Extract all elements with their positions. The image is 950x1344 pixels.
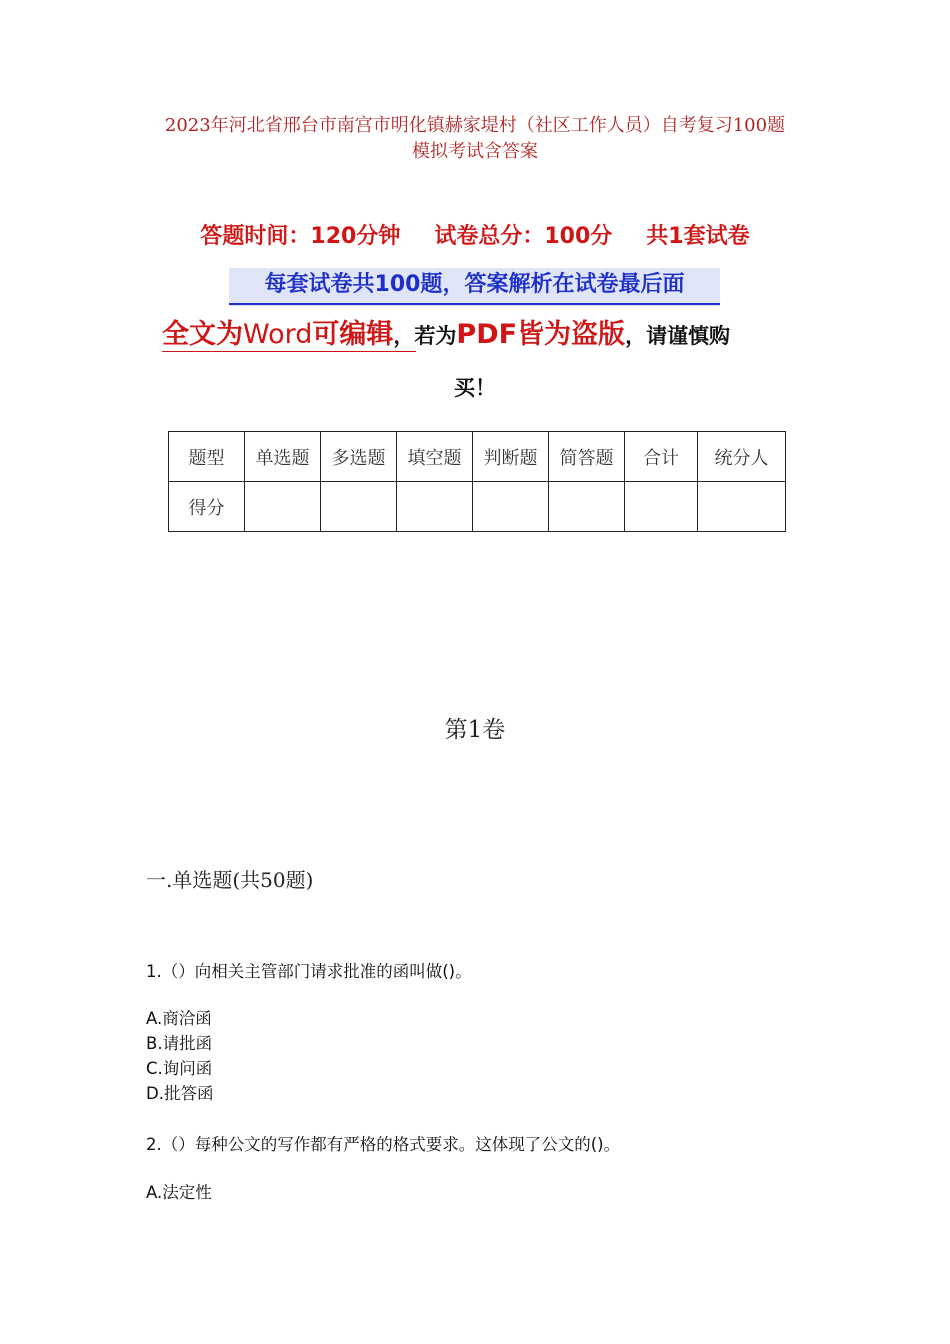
option-a: A.法定性 xyxy=(146,1183,212,1202)
table-header-cell: 单选题 xyxy=(245,432,321,482)
notice-part5: 请谨慎购 xyxy=(646,324,731,348)
score-cell xyxy=(473,482,549,532)
question-1-options xyxy=(146,1006,213,1106)
notice-buy: 买！ xyxy=(454,376,496,400)
notice-part4: PDF皆为盗版 xyxy=(456,319,626,350)
question-2: 2.（）每种公文的写作都有严格的格式要求。这体现了公文的()。 xyxy=(146,1135,621,1154)
notice-comma2: ， xyxy=(625,324,647,348)
document-title-line2: 模拟考试含答案 xyxy=(412,141,538,162)
score-table xyxy=(168,431,786,532)
table-header-cell: 简答题 xyxy=(549,432,625,482)
notice-part1: 全文为 xyxy=(162,319,243,350)
notice-word: Word xyxy=(243,319,313,350)
table-header-cell: 题型 xyxy=(169,432,245,482)
section-title: 一.单选题(共50题) xyxy=(146,868,314,892)
notice-underline xyxy=(162,351,416,352)
answer-banner: 每套试卷共100题，答案解析在试卷最后面 xyxy=(229,268,720,306)
question-1: 1.（）向相关主管部门请求批准的函叫做()。 xyxy=(146,962,472,981)
document-title-line1: 2023年河北省邢台市南宫市明化镇赫家堤村（社区工作人员）自考复习100题 xyxy=(164,115,786,136)
copyright-notice xyxy=(162,312,730,351)
row-label-cell: 得分 xyxy=(169,482,245,532)
score-cell xyxy=(321,482,397,532)
total-score: 试卷总分：100分 xyxy=(434,224,613,249)
table-header-cell: 合计 xyxy=(625,432,698,482)
question-2-options xyxy=(146,1180,212,1205)
option-a: A.商洽函 xyxy=(146,1009,212,1028)
table-header-cell: 多选题 xyxy=(321,432,397,482)
option-c: C.询问函 xyxy=(146,1059,213,1078)
option-b: B.请批函 xyxy=(146,1034,213,1053)
score-cell xyxy=(698,482,786,532)
score-cell xyxy=(397,482,473,532)
score-cell xyxy=(549,482,625,532)
set-count: 共1套试卷 xyxy=(646,224,750,249)
score-cell xyxy=(245,482,321,532)
volume-title: 第1卷 xyxy=(444,717,506,743)
notice-comma1: ， xyxy=(393,324,415,348)
table-header-cell: 判断题 xyxy=(473,432,549,482)
score-cell xyxy=(625,482,698,532)
table-header-cell: 填空题 xyxy=(397,432,473,482)
document-title xyxy=(130,113,820,165)
notice-part3: 若为 xyxy=(414,324,457,348)
exam-time: 答题时间：120分钟 xyxy=(200,224,401,249)
notice-part2: 可编辑 xyxy=(312,319,394,350)
table-header-cell: 统分人 xyxy=(698,432,786,482)
banner-underline xyxy=(229,303,720,305)
option-d: D.批答函 xyxy=(146,1084,214,1103)
exam-info-line xyxy=(0,219,950,250)
score-table-header-row xyxy=(169,432,786,482)
score-table-score-row xyxy=(169,482,786,532)
